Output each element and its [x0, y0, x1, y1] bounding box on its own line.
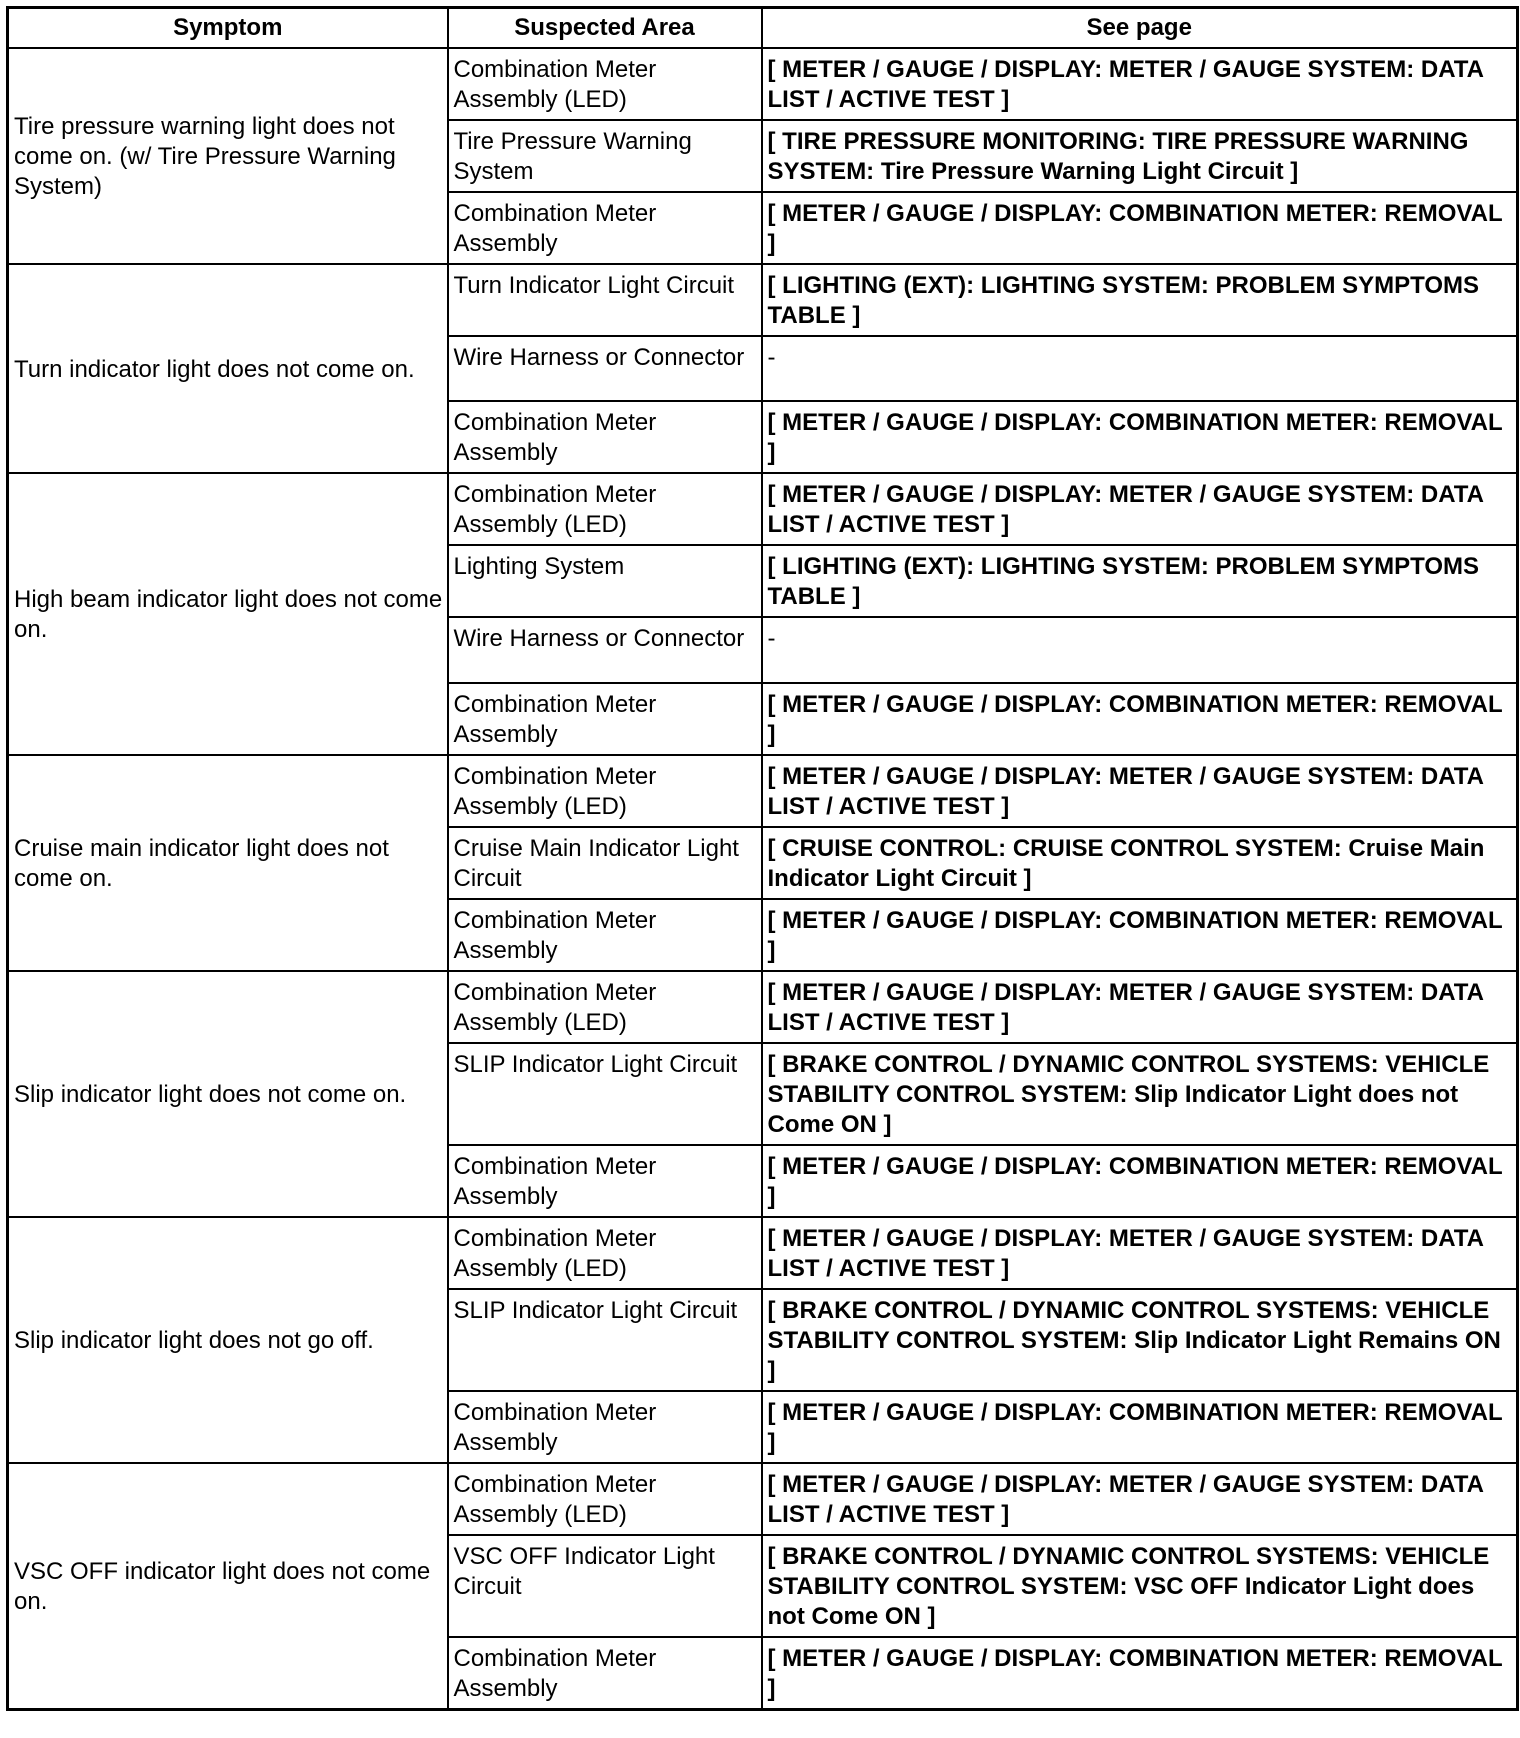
- suspected-area-cell: SLIP Indicator Light Circuit: [448, 1043, 762, 1145]
- see-page-cell: [ METER / GAUGE / DISPLAY: METER / GAUGE SYSTEM: DATA LIST / ACTIVE TEST ]: [762, 1217, 1518, 1289]
- suspected-area-cell: VSC OFF Indicator Light Circuit: [448, 1535, 762, 1637]
- suspected-area-cell: Combination Meter Assembly: [448, 683, 762, 755]
- see-page-cell: [ METER / GAUGE / DISPLAY: METER / GAUGE SYSTEM: DATA LIST / ACTIVE TEST ]: [762, 755, 1518, 827]
- see-page-cell: -: [762, 617, 1518, 683]
- see-page-cell: [ METER / GAUGE / DISPLAY: COMBINATION METER: REMOVAL ]: [762, 192, 1518, 264]
- table-row: [8, 755, 1518, 827]
- table-row: [8, 264, 1518, 336]
- symptom-cell: Tire pressure warning light does not come on. (w/ Tire Pressure Warning System): [8, 48, 448, 264]
- suspected-area-cell: Combination Meter Assembly (LED): [448, 473, 762, 545]
- symptom-cell: High beam indicator light does not come on.: [8, 473, 448, 755]
- suspected-area-cell: SLIP Indicator Light Circuit: [448, 1289, 762, 1391]
- see-page-cell: [ BRAKE CONTROL / DYNAMIC CONTROL SYSTEMS: VEHICLE STABILITY CONTROL SYSTEM: Slip Indicator Light does not Come ON ]: [762, 1043, 1518, 1145]
- suspected-area-cell: Tire Pressure Warning System: [448, 120, 762, 192]
- suspected-area-cell: Wire Harness or Connector: [448, 336, 762, 401]
- see-page-cell: [ LIGHTING (EXT): LIGHTING SYSTEM: PROBLEM SYMPTOMS TABLE ]: [762, 264, 1518, 336]
- table-row: [8, 1217, 1518, 1289]
- symptom-cell: Turn indicator light does not come on.: [8, 264, 448, 473]
- table-row: [8, 971, 1518, 1043]
- suspected-area-cell: Lighting System: [448, 545, 762, 617]
- see-page-cell: [ BRAKE CONTROL / DYNAMIC CONTROL SYSTEMS: VEHICLE STABILITY CONTROL SYSTEM: VSC OFF Indicator Light does not Come ON ]: [762, 1535, 1518, 1637]
- see-page-cell: [ CRUISE CONTROL: CRUISE CONTROL SYSTEM: Cruise Main Indicator Light Circuit ]: [762, 827, 1518, 899]
- problem-symptoms-table-container: [6, 6, 1519, 1711]
- column-header-suspected-area: Suspected Area: [448, 8, 762, 49]
- see-page-cell: [ METER / GAUGE / DISPLAY: COMBINATION METER: REMOVAL ]: [762, 401, 1518, 473]
- suspected-area-cell: Combination Meter Assembly: [448, 401, 762, 473]
- table-row: [8, 1463, 1518, 1535]
- see-page-cell: [ METER / GAUGE / DISPLAY: COMBINATION METER: REMOVAL ]: [762, 899, 1518, 971]
- column-header-see-page: See page: [762, 8, 1518, 49]
- see-page-cell: [ BRAKE CONTROL / DYNAMIC CONTROL SYSTEMS: VEHICLE STABILITY CONTROL SYSTEM: Slip Indicator Light Remains ON ]: [762, 1289, 1518, 1391]
- suspected-area-cell: Wire Harness or Connector: [448, 617, 762, 683]
- suspected-area-cell: Combination Meter Assembly (LED): [448, 1217, 762, 1289]
- symptom-cell: Cruise main indicator light does not come on.: [8, 755, 448, 971]
- suspected-area-cell: Combination Meter Assembly: [448, 1391, 762, 1463]
- see-page-cell: [ METER / GAUGE / DISPLAY: METER / GAUGE SYSTEM: DATA LIST / ACTIVE TEST ]: [762, 48, 1518, 120]
- see-page-cell: [ METER / GAUGE / DISPLAY: COMBINATION METER: REMOVAL ]: [762, 683, 1518, 755]
- suspected-area-cell: Combination Meter Assembly: [448, 192, 762, 264]
- suspected-area-cell: Combination Meter Assembly: [448, 899, 762, 971]
- suspected-area-cell: Combination Meter Assembly (LED): [448, 1463, 762, 1535]
- suspected-area-cell: Combination Meter Assembly: [448, 1145, 762, 1217]
- column-header-symptom: Symptom: [8, 8, 448, 49]
- suspected-area-cell: Combination Meter Assembly: [448, 1637, 762, 1710]
- suspected-area-cell: Combination Meter Assembly (LED): [448, 48, 762, 120]
- see-page-cell: [ METER / GAUGE / DISPLAY: COMBINATION METER: REMOVAL ]: [762, 1391, 1518, 1463]
- table-row: [8, 473, 1518, 545]
- see-page-cell: [ LIGHTING (EXT): LIGHTING SYSTEM: PROBLEM SYMPTOMS TABLE ]: [762, 545, 1518, 617]
- see-page-cell: [ METER / GAUGE / DISPLAY: METER / GAUGE SYSTEM: DATA LIST / ACTIVE TEST ]: [762, 971, 1518, 1043]
- suspected-area-cell: Cruise Main Indicator Light Circuit: [448, 827, 762, 899]
- see-page-cell: [ METER / GAUGE / DISPLAY: METER / GAUGE SYSTEM: DATA LIST / ACTIVE TEST ]: [762, 473, 1518, 545]
- symptom-cell: VSC OFF indicator light does not come on.: [8, 1463, 448, 1710]
- problem-symptoms-table: [6, 6, 1519, 1711]
- see-page-cell: [ TIRE PRESSURE MONITORING: TIRE PRESSURE WARNING SYSTEM: Tire Pressure Warning Light Circuit ]: [762, 120, 1518, 192]
- table-row: [8, 48, 1518, 120]
- table-header-row: [8, 8, 1518, 49]
- suspected-area-cell: Combination Meter Assembly (LED): [448, 755, 762, 827]
- symptom-cell: Slip indicator light does not go off.: [8, 1217, 448, 1463]
- see-page-cell: -: [762, 336, 1518, 401]
- symptom-cell: Slip indicator light does not come on.: [8, 971, 448, 1217]
- suspected-area-cell: Combination Meter Assembly (LED): [448, 971, 762, 1043]
- see-page-cell: [ METER / GAUGE / DISPLAY: COMBINATION METER: REMOVAL ]: [762, 1637, 1518, 1710]
- see-page-cell: [ METER / GAUGE / DISPLAY: COMBINATION METER: REMOVAL ]: [762, 1145, 1518, 1217]
- suspected-area-cell: Turn Indicator Light Circuit: [448, 264, 762, 336]
- table-body: [8, 48, 1518, 1710]
- see-page-cell: [ METER / GAUGE / DISPLAY: METER / GAUGE SYSTEM: DATA LIST / ACTIVE TEST ]: [762, 1463, 1518, 1535]
